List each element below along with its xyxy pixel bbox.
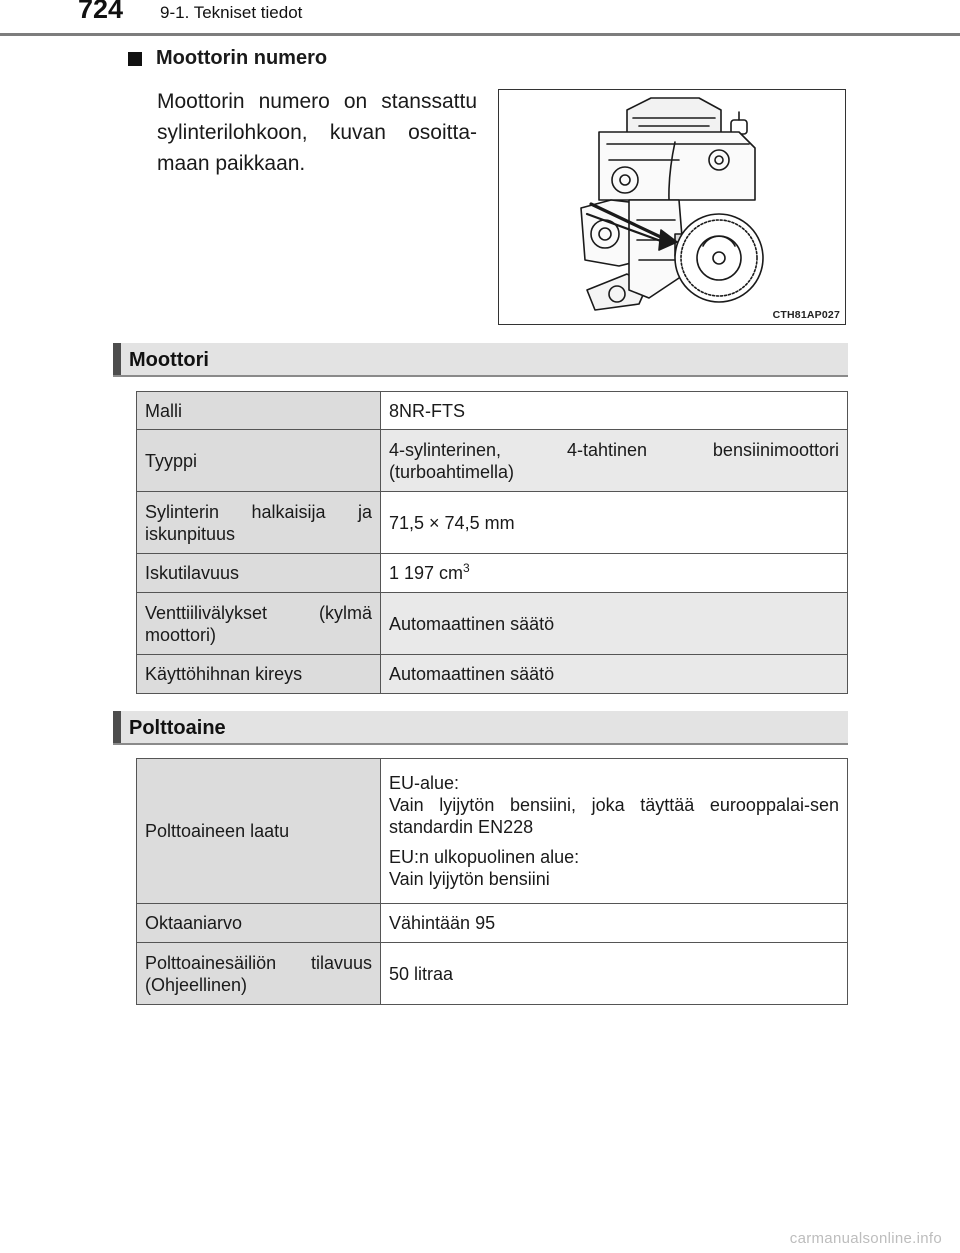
chapter-title: 9-1. Tekniset tiedot bbox=[160, 3, 303, 22]
spec-value: 8NR-FTS bbox=[381, 392, 848, 430]
table-row bbox=[137, 759, 848, 904]
displacement-value: 1 197 cm bbox=[389, 563, 464, 583]
engine-spec-table bbox=[136, 391, 848, 694]
spec-value: Vähintään 95 bbox=[381, 904, 848, 943]
table-row bbox=[137, 593, 848, 655]
spec-label: Polttoaineen laatu bbox=[137, 759, 381, 904]
spec-value: 71,5 × 74,5 mm bbox=[381, 492, 848, 554]
header-rule bbox=[0, 33, 960, 36]
table-row bbox=[137, 492, 848, 554]
engine-number-description: Moottorin numero on stanssattu sylinterilohkoon, kuvan osoitta-maan paikkaan. bbox=[157, 90, 477, 175]
engine-section-title: Moottori bbox=[129, 349, 209, 371]
spec-label: Malli bbox=[137, 392, 381, 430]
page-number: 724 bbox=[78, 0, 124, 24]
table-row bbox=[137, 554, 848, 593]
non-eu-region-label: EU:n ulkopuolinen alue: bbox=[389, 847, 580, 867]
spec-value: Automaattinen säätö bbox=[381, 655, 848, 694]
spec-label: Iskutilavuus bbox=[137, 554, 381, 593]
spec-label: Venttiilivälykset (kylmä moottori) bbox=[137, 593, 381, 655]
spec-label: Polttoainesäiliön tilavuus (Ohjeellinen) bbox=[137, 943, 381, 1005]
spec-value: 50 litraa bbox=[381, 943, 848, 1005]
engine-section-band bbox=[113, 343, 848, 377]
engine-number-heading bbox=[128, 47, 327, 70]
table-row bbox=[137, 943, 848, 1005]
spec-value: 4-sylinterinen, 4-tahtinen bensiinimoottori (turboahtimella) bbox=[381, 430, 848, 492]
square-bullet-icon bbox=[128, 52, 142, 66]
spec-value: Automaattinen säätö bbox=[381, 593, 848, 655]
fuel-section-title: Polttoaine bbox=[129, 717, 226, 739]
eu-region-label: EU-alue: bbox=[389, 773, 460, 793]
figure-code: CTH81AP027 bbox=[772, 309, 840, 321]
spec-label: Oktaaniarvo bbox=[137, 904, 381, 943]
spec-value bbox=[381, 759, 848, 904]
spec-label: Sylinterin halkaisija ja iskunpituus bbox=[137, 492, 381, 554]
table-row bbox=[137, 430, 848, 492]
table-row bbox=[137, 655, 848, 694]
fuel-spec-table bbox=[136, 758, 848, 1005]
spec-label: Käyttöhihnan kireys bbox=[137, 655, 381, 694]
engine-drawing-icon bbox=[499, 90, 845, 324]
band-accent bbox=[113, 711, 121, 743]
non-eu-region-value: Vain lyijytön bensiini bbox=[389, 869, 550, 889]
engine-number-heading-text: Moottorin numero bbox=[156, 47, 328, 69]
spec-value bbox=[381, 554, 848, 593]
fuel-section-band bbox=[113, 711, 848, 745]
eu-region-value: Vain lyijytön bensiini, joka täyttää eurooppalai-sen standardin EN228 bbox=[389, 795, 839, 837]
table-row bbox=[137, 392, 848, 430]
band-accent bbox=[113, 343, 121, 375]
spec-label: Tyyppi bbox=[137, 430, 381, 492]
watermark: carmanualsonline.info bbox=[789, 1230, 942, 1247]
displacement-unit-superscript: 3 bbox=[463, 561, 470, 575]
engine-illustration bbox=[498, 89, 846, 325]
table-row bbox=[137, 904, 848, 943]
